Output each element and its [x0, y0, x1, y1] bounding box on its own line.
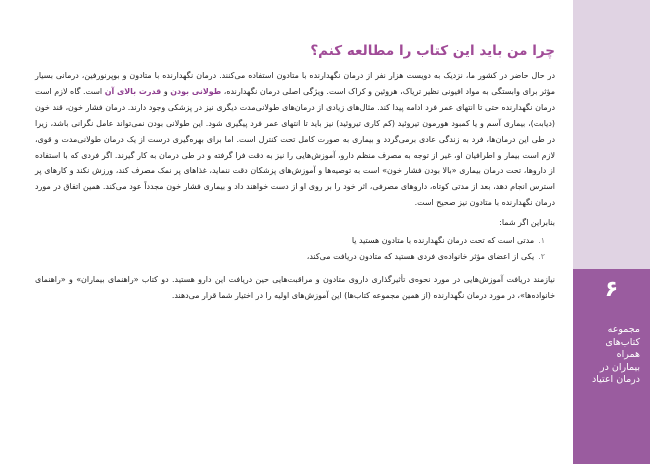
page-number: ۶ — [604, 277, 619, 302]
body-paragraph-1 — [35, 68, 555, 211]
main-content — [35, 42, 555, 304]
list-item-text: یکی از اعضای مؤثر خانواده‌ی فردی هستید که متادون دریافت می‌کند، — [306, 251, 535, 261]
paragraph-connector: و — [161, 86, 171, 96]
series-title: مجموعه کتاب‌های همراه بیماران در درمان اعتیاد — [592, 324, 640, 385]
list-item-number: ۱. — [538, 236, 545, 246]
list-item — [35, 233, 545, 249]
list-item-text: مدتی است که تحت درمان نگهدارنده با متادون هستید یا — [351, 236, 535, 246]
highlight-long-duration: طولانی بودن — [170, 86, 222, 96]
list-item-number: ۲. — [538, 251, 545, 261]
list-lead: بنابراین اگر شما: — [499, 218, 555, 228]
list-item — [35, 249, 545, 265]
condition-list — [35, 233, 555, 265]
page-heading: چرا من باید این کتاب را مطالعه کنم؟ — [310, 43, 555, 59]
body-paragraph-2: نیازمند دریافت آموزش‌هایی در مورد نحوه‌ی تأثیرگذاری داروی متادون و مراقبت‌هایی حین دریافت این دارو هستید. دو کتاب «راهنمای بیماران» و «راهنمای خانواده‌ها»، در مورد درمان نگهدارنده (از همین مجموعه کتاب‌ها) این آموزش‌های اولیه را در اختیار شما قرار می‌دهند. — [35, 274, 555, 300]
paragraph-text: در حال حاضر در کشور ما، نزدیک به دویست هزار نفر از درمان نگهدارنده با متادون استفاده می‌کنند. درمان نگهدارنده با متادون و بوپرنورفین، درمانی بسیار مؤثر برای وابستگی به مواد افیونی نظیر تریاک، هروئین و کراک است. ویژگی اصلی درمان نگهدارنده، — [35, 71, 555, 96]
paragraph-text-continued: است. گاه لازم است درمان نگهدارنده حتی تا انتهای عمر فرد ادامه پیدا کند. مثال‌های زیادی از درمان‌های طولانی‌مدت دیگری نیز در پزشکی وجود دارند. درمان فشار خون، قند خون (دیابت)، بیماری آسم و یا کمبود هورمون تیروئید (کم کاری تیروئید) نیز باید تا انتهای عمر فرد پیگیری شود. این طولانی بودن نمی‌تواند عامل نگرانی باشد، زیرا در طی این درمان‌ها، فرد به زندگی عادی برمی‌گردد و بیماری به صورت کامل تحت کنترل است. اما برای بهره‌گیری درست از یک درمان طولانی‌مدت و قوی، لازم است بیمار و اطرافیان او، غیر از توجه به مصرف منظم دارو، آموزش‌هایی را نیز به دقت فرا گرفته و در طی درمان به کار گیرند. اگر فردی که با استفاده از داروها، تحت درمان بیماری «بالا بودن فشار خون» است به توصیه‌ها و آموزش‌های پزشکان دقت ننماید، غذاهای پر نمک مصرف کند، ورزش نکند و کارهای پر استرس انجام دهد، بعد از مدتی کوتاه، داروهای مصرفی، اثر خود را بر روی او از دست خواهند داد و بیماری فشار خون مجدداً عود می‌کند. همین اتفاق در مورد درمان نگهدارنده با متادون نیز صحیح است. — [35, 86, 555, 208]
highlight-high-power: قدرت بالای آن — [104, 86, 162, 96]
